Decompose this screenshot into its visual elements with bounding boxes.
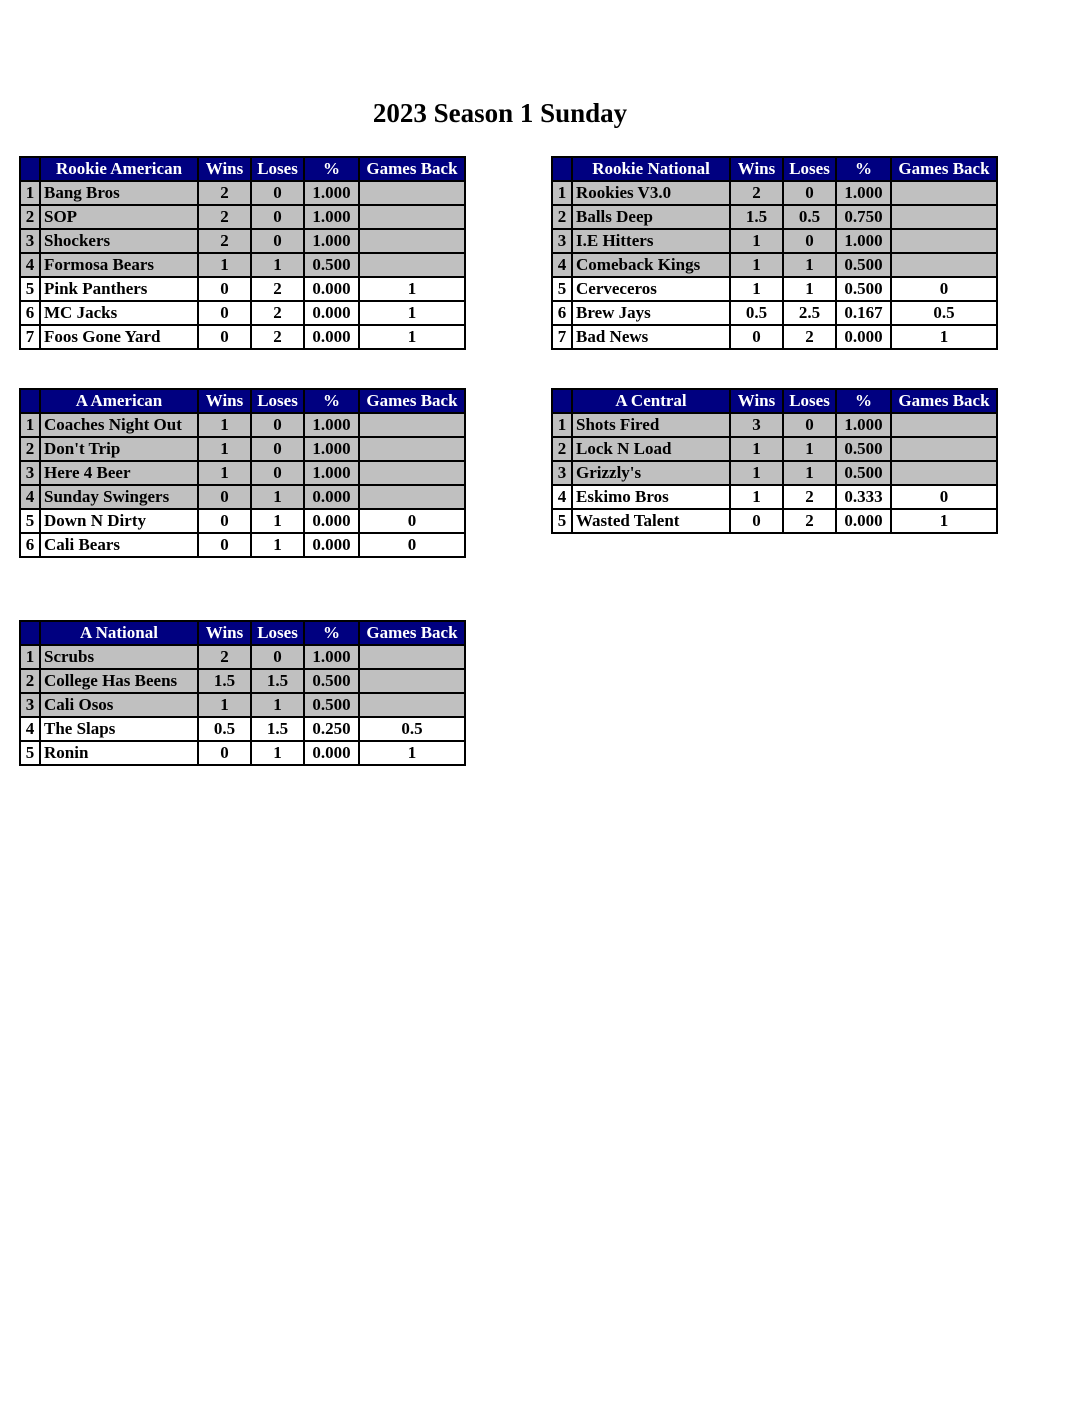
wins-cell: 1 [730, 253, 783, 277]
wins-cell: 2 [198, 229, 251, 253]
pct-cell: 0.750 [836, 205, 891, 229]
team-name: Lock N Load [572, 437, 730, 461]
rank-cell: 5 [20, 741, 40, 765]
rank-cell: 3 [552, 461, 572, 485]
wins-cell: 1 [198, 437, 251, 461]
team-name: Here 4 Beer [40, 461, 198, 485]
pct-cell: 1.000 [836, 413, 891, 437]
wins-cell: 0.5 [730, 301, 783, 325]
pct-header: % [304, 621, 359, 645]
loses-header: Loses [251, 621, 304, 645]
wins-header: Wins [198, 621, 251, 645]
header-row [552, 157, 997, 181]
wins-cell: 1 [730, 461, 783, 485]
table-row [20, 717, 465, 741]
division-name: A American [40, 389, 198, 413]
games-back-header: Games Back [359, 621, 465, 645]
pct-cell: 1.000 [304, 181, 359, 205]
table-row [552, 325, 997, 349]
team-name: Ronin [40, 741, 198, 765]
table-row [552, 301, 997, 325]
loses-cell: 0 [251, 461, 304, 485]
pct-cell: 0.000 [304, 277, 359, 301]
table-row [20, 741, 465, 765]
loses-header: Loses [783, 389, 836, 413]
loses-cell: 2 [783, 509, 836, 533]
team-name: Cali Osos [40, 693, 198, 717]
games-back-cell: 0 [359, 509, 465, 533]
rank-cell: 5 [20, 509, 40, 533]
pct-header: % [304, 157, 359, 181]
loses-cell: 1 [783, 253, 836, 277]
wins-cell: 2 [198, 181, 251, 205]
pct-cell: 0.000 [836, 509, 891, 533]
standings-table [551, 388, 998, 534]
rank-header [20, 389, 40, 413]
wins-cell: 0 [730, 509, 783, 533]
team-name: I.E Hitters [572, 229, 730, 253]
rank-header [552, 157, 572, 181]
team-name: The Slaps [40, 717, 198, 741]
standings-table [19, 156, 466, 350]
rank-cell: 2 [20, 669, 40, 693]
loses-cell: 0.5 [783, 205, 836, 229]
wins-cell: 1.5 [198, 669, 251, 693]
pct-cell: 1.000 [304, 229, 359, 253]
pct-cell: 0.000 [304, 301, 359, 325]
loses-cell: 1 [783, 277, 836, 301]
games-back-cell: 1 [359, 741, 465, 765]
rank-cell: 6 [20, 301, 40, 325]
pct-cell: 0.500 [304, 693, 359, 717]
table-row [20, 325, 465, 349]
wins-cell: 1 [198, 693, 251, 717]
rank-cell: 6 [20, 533, 40, 557]
wins-cell: 1 [730, 229, 783, 253]
loses-cell: 2 [251, 277, 304, 301]
pct-cell: 0.500 [836, 437, 891, 461]
games-back-cell: 0 [891, 277, 997, 301]
rank-cell: 6 [552, 301, 572, 325]
pct-cell: 0.500 [836, 461, 891, 485]
loses-cell: 0 [251, 181, 304, 205]
team-name: Coaches Night Out [40, 413, 198, 437]
team-name: Shots Fired [572, 413, 730, 437]
rank-cell: 2 [20, 437, 40, 461]
games-back-cell [891, 229, 997, 253]
table-row [20, 461, 465, 485]
wins-cell: 2 [198, 205, 251, 229]
table-row [20, 669, 465, 693]
wins-cell: 1 [730, 437, 783, 461]
team-name: Eskimo Bros [572, 485, 730, 509]
table-row [20, 181, 465, 205]
games-back-header: Games Back [359, 389, 465, 413]
team-name: College Has Beens [40, 669, 198, 693]
pct-cell: 0.000 [836, 325, 891, 349]
division-name: A National [40, 621, 198, 645]
pct-header: % [304, 389, 359, 413]
pct-cell: 0.500 [304, 253, 359, 277]
table-row [20, 645, 465, 669]
team-name: Foos Gone Yard [40, 325, 198, 349]
standings-table [551, 156, 998, 350]
wins-cell: 0 [198, 301, 251, 325]
wins-header: Wins [730, 157, 783, 181]
wins-cell: 2 [730, 181, 783, 205]
team-name: Cali Bears [40, 533, 198, 557]
games-back-cell [359, 461, 465, 485]
rank-cell: 4 [20, 717, 40, 741]
table-row [20, 533, 465, 557]
games-back-cell [359, 485, 465, 509]
team-name: Wasted Talent [572, 509, 730, 533]
loses-header: Loses [251, 389, 304, 413]
team-name: Bad News [572, 325, 730, 349]
pct-cell: 0.000 [304, 485, 359, 509]
loses-cell: 1 [251, 693, 304, 717]
games-back-cell [359, 413, 465, 437]
games-back-header: Games Back [359, 157, 465, 181]
wins-cell: 1.5 [730, 205, 783, 229]
table-row [552, 461, 997, 485]
table-row [552, 229, 997, 253]
rank-cell: 1 [552, 181, 572, 205]
table-row [20, 253, 465, 277]
team-name: Pink Panthers [40, 277, 198, 301]
table-row [552, 205, 997, 229]
rank-cell: 7 [20, 325, 40, 349]
loses-cell: 2 [251, 301, 304, 325]
table-row [552, 253, 997, 277]
loses-cell: 1 [251, 741, 304, 765]
team-name: Cerveceros [572, 277, 730, 301]
rank-cell: 2 [20, 205, 40, 229]
pct-cell: 0.000 [304, 533, 359, 557]
division-name: A Central [572, 389, 730, 413]
rank-cell: 1 [552, 413, 572, 437]
pct-cell: 1.000 [304, 205, 359, 229]
table-row [552, 509, 997, 533]
team-name: Shockers [40, 229, 198, 253]
rank-cell: 3 [20, 461, 40, 485]
loses-cell: 2 [783, 325, 836, 349]
games-back-cell: 0 [359, 533, 465, 557]
team-name: Down N Dirty [40, 509, 198, 533]
games-back-cell: 0.5 [891, 301, 997, 325]
games-back-cell: 0 [891, 485, 997, 509]
pct-cell: 1.000 [304, 437, 359, 461]
pct-cell: 1.000 [836, 229, 891, 253]
pct-header: % [836, 157, 891, 181]
table-row [552, 181, 997, 205]
team-name: Comeback Kings [572, 253, 730, 277]
games-back-header: Games Back [891, 157, 997, 181]
division-name: Rookie American [40, 157, 198, 181]
loses-cell: 2 [783, 485, 836, 509]
wins-cell: 0 [198, 277, 251, 301]
games-back-cell: 1 [891, 325, 997, 349]
games-back-header: Games Back [891, 389, 997, 413]
pct-cell: 0.000 [304, 741, 359, 765]
table-row [20, 301, 465, 325]
loses-cell: 1.5 [251, 717, 304, 741]
games-back-cell [891, 437, 997, 461]
rank-cell: 1 [20, 413, 40, 437]
team-name: Formosa Bears [40, 253, 198, 277]
wins-cell: 3 [730, 413, 783, 437]
pct-cell: 0.333 [836, 485, 891, 509]
pct-cell: 1.000 [304, 461, 359, 485]
table-row [20, 485, 465, 509]
table-row [552, 437, 997, 461]
loses-cell: 1 [251, 253, 304, 277]
page-title: 2023 Season 1 Sunday [372, 98, 628, 128]
wins-header: Wins [198, 389, 251, 413]
pct-cell: 0.500 [836, 253, 891, 277]
wins-header: Wins [198, 157, 251, 181]
games-back-cell: 1 [891, 509, 997, 533]
pct-cell: 0.250 [304, 717, 359, 741]
loses-cell: 0 [251, 437, 304, 461]
games-back-cell [891, 253, 997, 277]
team-name: Balls Deep [572, 205, 730, 229]
loses-cell: 1 [783, 461, 836, 485]
wins-cell: 2 [198, 645, 251, 669]
table-row [20, 413, 465, 437]
rank-cell: 5 [552, 277, 572, 301]
games-back-cell: 1 [359, 325, 465, 349]
wins-cell: 0.5 [198, 717, 251, 741]
games-back-cell [359, 205, 465, 229]
games-back-cell [359, 645, 465, 669]
loses-cell: 1 [251, 533, 304, 557]
rank-cell: 1 [20, 181, 40, 205]
rank-cell: 5 [552, 509, 572, 533]
wins-header: Wins [730, 389, 783, 413]
wins-cell: 0 [198, 533, 251, 557]
loses-cell: 0 [251, 413, 304, 437]
standings-table [19, 620, 466, 766]
games-back-cell: 0.5 [359, 717, 465, 741]
table-row [552, 277, 997, 301]
table-row [552, 413, 997, 437]
loses-cell: 0 [251, 229, 304, 253]
wins-cell: 1 [198, 253, 251, 277]
games-back-cell [359, 437, 465, 461]
team-name: MC Jacks [40, 301, 198, 325]
table-row [20, 693, 465, 717]
pct-cell: 1.000 [304, 645, 359, 669]
games-back-cell [891, 413, 997, 437]
header-row [20, 157, 465, 181]
loses-cell: 0 [783, 413, 836, 437]
rank-cell: 4 [20, 485, 40, 509]
team-name: Brew Jays [572, 301, 730, 325]
games-back-cell: 1 [359, 277, 465, 301]
games-back-cell [359, 669, 465, 693]
loses-header: Loses [251, 157, 304, 181]
rank-cell: 2 [552, 205, 572, 229]
loses-cell: 1 [783, 437, 836, 461]
division-name: Rookie National [572, 157, 730, 181]
rank-cell: 2 [552, 437, 572, 461]
standings-table [19, 388, 466, 558]
header-row [552, 389, 997, 413]
pct-cell: 0.000 [304, 509, 359, 533]
wins-cell: 1 [730, 485, 783, 509]
team-name: SOP [40, 205, 198, 229]
loses-cell: 1 [251, 509, 304, 533]
wins-cell: 0 [730, 325, 783, 349]
table-row [20, 277, 465, 301]
wins-cell: 0 [198, 509, 251, 533]
rank-cell: 3 [552, 229, 572, 253]
games-back-cell [359, 181, 465, 205]
games-back-cell [359, 253, 465, 277]
games-back-cell [891, 205, 997, 229]
loses-cell: 1 [251, 485, 304, 509]
wins-cell: 0 [198, 485, 251, 509]
table-row [20, 205, 465, 229]
rank-cell: 3 [20, 693, 40, 717]
rank-cell: 4 [20, 253, 40, 277]
pct-header: % [836, 389, 891, 413]
wins-cell: 1 [198, 461, 251, 485]
pct-cell: 0.000 [304, 325, 359, 349]
table-row [552, 485, 997, 509]
loses-cell: 0 [251, 205, 304, 229]
rank-cell: 5 [20, 277, 40, 301]
games-back-cell [359, 229, 465, 253]
rank-cell: 3 [20, 229, 40, 253]
team-name: Bang Bros [40, 181, 198, 205]
rank-cell: 4 [552, 485, 572, 509]
loses-cell: 2.5 [783, 301, 836, 325]
pct-cell: 1.000 [304, 413, 359, 437]
loses-cell: 0 [783, 181, 836, 205]
games-back-cell: 1 [359, 301, 465, 325]
loses-cell: 2 [251, 325, 304, 349]
header-row [20, 621, 465, 645]
rank-header [20, 157, 40, 181]
wins-cell: 1 [198, 413, 251, 437]
wins-cell: 0 [198, 325, 251, 349]
wins-cell: 1 [730, 277, 783, 301]
rank-cell: 7 [552, 325, 572, 349]
table-row [20, 509, 465, 533]
table-row [20, 229, 465, 253]
team-name: Sunday Swingers [40, 485, 198, 509]
wins-cell: 0 [198, 741, 251, 765]
team-name: Grizzly's [572, 461, 730, 485]
loses-cell: 0 [251, 645, 304, 669]
loses-cell: 1.5 [251, 669, 304, 693]
team-name: Rookies V3.0 [572, 181, 730, 205]
rank-header [552, 389, 572, 413]
games-back-cell [891, 461, 997, 485]
table-row [20, 437, 465, 461]
rank-cell: 1 [20, 645, 40, 669]
team-name: Scrubs [40, 645, 198, 669]
pct-cell: 0.500 [304, 669, 359, 693]
team-name: Don't Trip [40, 437, 198, 461]
loses-cell: 0 [783, 229, 836, 253]
pct-cell: 0.500 [836, 277, 891, 301]
rank-header [20, 621, 40, 645]
rank-cell: 4 [552, 253, 572, 277]
games-back-cell [891, 181, 997, 205]
header-row [20, 389, 465, 413]
loses-header: Loses [783, 157, 836, 181]
games-back-cell [359, 693, 465, 717]
pct-cell: 1.000 [836, 181, 891, 205]
pct-cell: 0.167 [836, 301, 891, 325]
